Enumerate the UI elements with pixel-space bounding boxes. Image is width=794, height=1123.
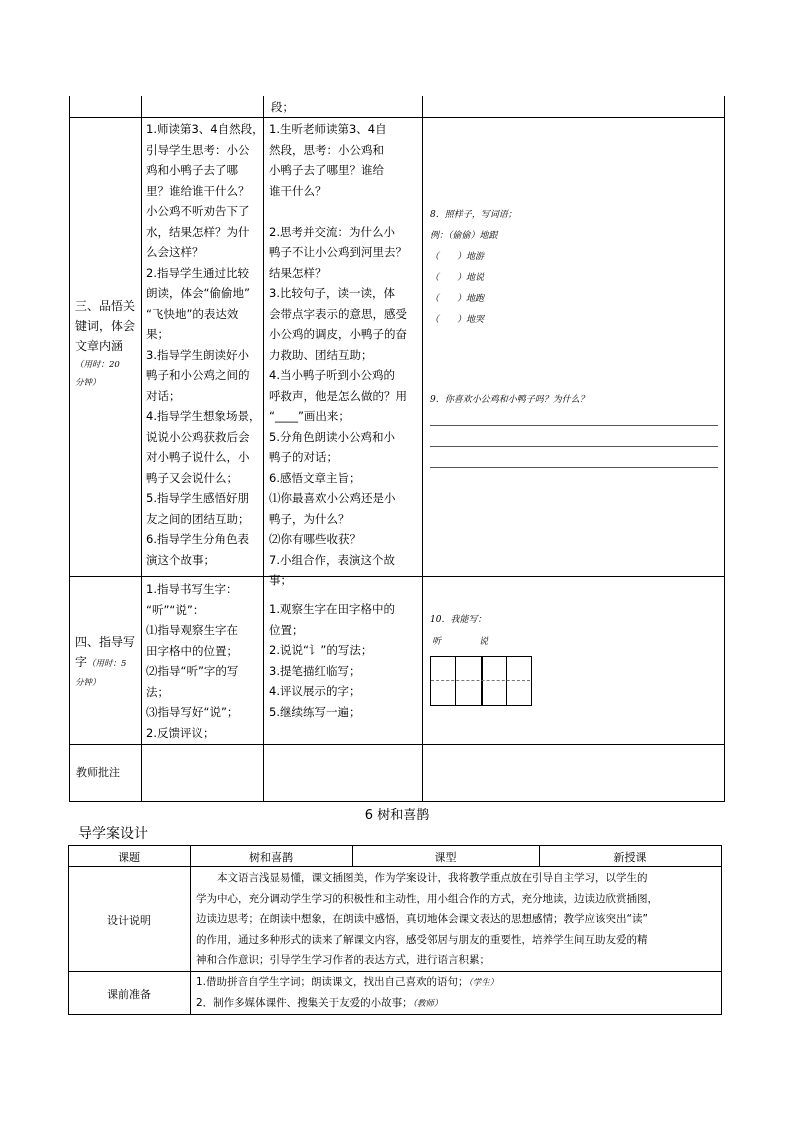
student-activity-line: 位置； — [269, 622, 304, 637]
student-activity-line: 然段，思考：小公鸡和 — [269, 142, 384, 157]
teacher-activity-line: 里？谁给谁干什么？ — [146, 183, 250, 198]
student-activities-4 — [269, 599, 395, 722]
exercise-8-title: 8．照样子，写词语； — [430, 210, 517, 220]
preparation-text: 2．制作多媒体课件、搜集关于友爱的小故事； — [196, 997, 413, 1009]
teacher-activity-line: 3.指导学生朗读好小 — [146, 347, 249, 362]
student-activity-line: 2.说说“讠”的写法； — [269, 643, 373, 657]
student-activity-line: ⑵你有哪些收获？ — [269, 532, 361, 546]
teacher-activity-line: 2.指导学生通过比较 — [146, 265, 249, 280]
student-activity-line: 5.继续练写一遍； — [269, 704, 361, 719]
lesson-title: 6 树和喜鹊 — [364, 808, 430, 823]
student-activity-line: 小公鸡的调皮，小鸭子的奋 — [269, 327, 407, 341]
student-activity-line: 7.小组合作，表演这个故 — [269, 552, 395, 567]
teacher-activity-line: 么会这样？ — [146, 245, 204, 259]
student-activity-line: 结果怎样？ — [269, 265, 327, 280]
teacher-activity-line: ⑶指导写好“说”； — [146, 705, 239, 719]
preparation-tag: （学生） — [468, 978, 499, 988]
student-activity-line: 2.思考并交流：为什么小 — [269, 224, 395, 239]
teacher-activity-line: 1.师读第3、4自然段， — [146, 122, 264, 136]
student-activity-line: 鸭子的对话； — [269, 450, 338, 464]
explanation-line: 边读边思考；在朗读中想象，在朗读中感悟，真切地体会课文表达的思想感情；教学应该突出“读” — [196, 913, 648, 925]
student-activity-tail: 段； — [271, 100, 294, 114]
stage-time-2: 分钟） — [75, 378, 101, 388]
teacher-activity-line: 对话； — [146, 388, 181, 403]
practice-char-shuo: 说 — [479, 637, 489, 647]
teacher-activity-line: ⑵指导“听”字的写 — [146, 664, 239, 678]
student-activity-line: 呼救声，他是怎么做的？用 — [269, 388, 407, 403]
stage-cell-3 — [75, 296, 135, 392]
teacher-activity-line: 2.反馈评议； — [146, 725, 215, 740]
preparation-text: 1.借助拼音自学生字词；朗读课文，找出自己喜欢的语句； — [196, 976, 469, 988]
preparation-header: 课前准备 — [107, 988, 151, 1001]
teacher-activity-line: 果； — [146, 327, 169, 341]
student-activity-line: 鸭子，为什么？ — [269, 511, 350, 526]
student-activity-line: 会带点字表示的意思，感受 — [269, 306, 407, 321]
student-activity-line: 力救助、团结互助； — [269, 347, 373, 362]
student-activity-line: 谁干什么？ — [269, 183, 327, 198]
stage-time: （用时：5 — [87, 659, 127, 669]
teacher-activity-line: 引导学生思考：小公 — [146, 142, 250, 157]
student-activity-line — [269, 201, 407, 222]
stage-time: （用时：20 — [75, 360, 120, 370]
teacher-activity-line: “听”“说”： — [146, 602, 205, 617]
student-activity-line: 5.分角色朗读小公鸡和小 — [269, 429, 395, 444]
student-activity-line: 1.生听老师读第3、4自 — [269, 122, 387, 136]
stage-line: 三、品悟关 — [75, 299, 136, 313]
teacher-activity-line: 友之间的团结互助； — [146, 511, 250, 526]
student-activity-line: 事； — [269, 573, 292, 587]
teacher-notes-label: 教师批注 — [76, 766, 120, 779]
student-activity-line: 4.当小鸭子听到小公鸡的 — [269, 368, 395, 382]
teacher-activity-line: 朗读，体会“偷偷地” — [146, 286, 250, 300]
preparation-tag: （教师） — [412, 999, 443, 1009]
student-activity-line: “____”画出来； — [269, 409, 350, 423]
type-value: 新授课 — [613, 851, 647, 864]
course-header: 课题 — [118, 851, 140, 864]
student-activity-line: 3.比较句子，读一读，体 — [269, 286, 395, 300]
stage-cell-4 — [75, 632, 135, 692]
exercise-8 — [430, 205, 517, 331]
preparation-item-1 — [196, 974, 498, 989]
teacher-activity-line: 4.指导学生想象场景， — [146, 409, 261, 423]
stage-line: 键词，体会 — [75, 319, 136, 333]
preparation-item-2 — [196, 995, 442, 1010]
student-activity-line: 1.观察生字在田字格中的 — [269, 602, 395, 616]
explanation-line: 的作用，通过多种形式的读来了解课文内容，感受邻居与朋友的重要性，培养学生间互助友爱的精 — [196, 933, 648, 946]
exercise-8-item: （ ）地游 — [430, 252, 485, 262]
stage-time-2: 分钟） — [75, 678, 101, 688]
teacher-activity-line: 6.指导学生分角色表 — [146, 532, 249, 546]
teacher-activity-line: 田字格中的位置； — [146, 643, 238, 658]
stage-line-with-time — [75, 652, 135, 674]
stage-line: 文章内涵 — [75, 339, 124, 353]
exercise-8-item: （ ）地哭 — [430, 315, 485, 325]
stage-line: 字 — [75, 655, 88, 669]
explanation-line: 神和合作意识；引导学生学习作者的表达方式，进行语言积累； — [196, 954, 490, 966]
teacher-activities-3 — [146, 119, 264, 570]
teacher-activity-line: 5.指导学生感悟好朋 — [146, 491, 249, 505]
teacher-activity-line: 说说小公鸡获救后会 — [146, 429, 250, 444]
exercise-8-item: （ ）地说 — [430, 273, 485, 283]
student-activity-line: 3.提笔描红临写； — [269, 663, 361, 678]
teacher-activity-line: 鸭子和小公鸡之间的 — [146, 368, 250, 382]
explanation-line: 本文语言浅显易懂，课文插图美，作为学案设计，我将教学重点放在引导自主学习，以学生的 — [196, 872, 648, 884]
practice-char-ting: 听 — [432, 637, 442, 647]
teacher-activity-line: 对小鸭子说什么，小 — [146, 450, 250, 464]
teacher-activity-line: 鸭子又会说什么； — [146, 470, 238, 485]
explanation-line: 学为中心，充分调动学生学习的积极性和主动性，用小组合作的方式，充分地读，边读边欣赏插图， — [196, 892, 658, 905]
student-activity-line: 6.感悟文章主旨； — [269, 470, 361, 485]
student-activity-line: 鸭子不让小公鸡到河里去？ — [269, 245, 407, 259]
answer-line — [430, 425, 718, 426]
section-title: 导学案设计 — [78, 826, 148, 842]
teacher-activities-4 — [146, 579, 238, 743]
teacher-activity-line: 鸡和小鸭子去了哪 — [146, 163, 238, 177]
teacher-activity-line: “飞快地”的表达效 — [146, 306, 239, 321]
design-explanation-header: 设计说明 — [107, 914, 151, 927]
teacher-activity-line: 水，结果怎样？为什 — [146, 224, 250, 239]
student-activities-3 — [269, 119, 407, 591]
exercise-10-title: 10．我能写： — [430, 615, 487, 625]
teacher-activity-line: 演这个故事； — [146, 552, 215, 567]
student-activity-line: 小鸭子去了哪里？谁给 — [269, 163, 384, 177]
exercise-9-title: 9．你喜欢小公鸡和小鸭子吗？为什么？ — [430, 395, 589, 405]
teacher-activity-line: 1.指导书写生字： — [146, 582, 238, 596]
course-value: 树和喜鹊 — [249, 851, 293, 864]
teacher-activity-line: 小公鸡不听劝告下了 — [146, 204, 250, 218]
answer-line — [430, 446, 718, 447]
exercise-8-example: 例：（偷偷）地跟 — [430, 231, 498, 241]
stage-line: 四、指导写 — [75, 635, 136, 649]
answer-line — [430, 467, 718, 468]
teacher-activity-line: 法； — [146, 684, 169, 699]
teacher-activity-line: ⑴指导观察生字在 — [146, 623, 238, 637]
design-explanation — [196, 868, 658, 971]
student-activity-line: ⑴你最喜欢小公鸡还是小 — [269, 491, 396, 505]
exercise-8-item: （ ）地跑 — [430, 294, 485, 304]
type-header: 课型 — [434, 851, 457, 864]
student-activity-line: 4.评议展示的字； — [269, 684, 361, 698]
